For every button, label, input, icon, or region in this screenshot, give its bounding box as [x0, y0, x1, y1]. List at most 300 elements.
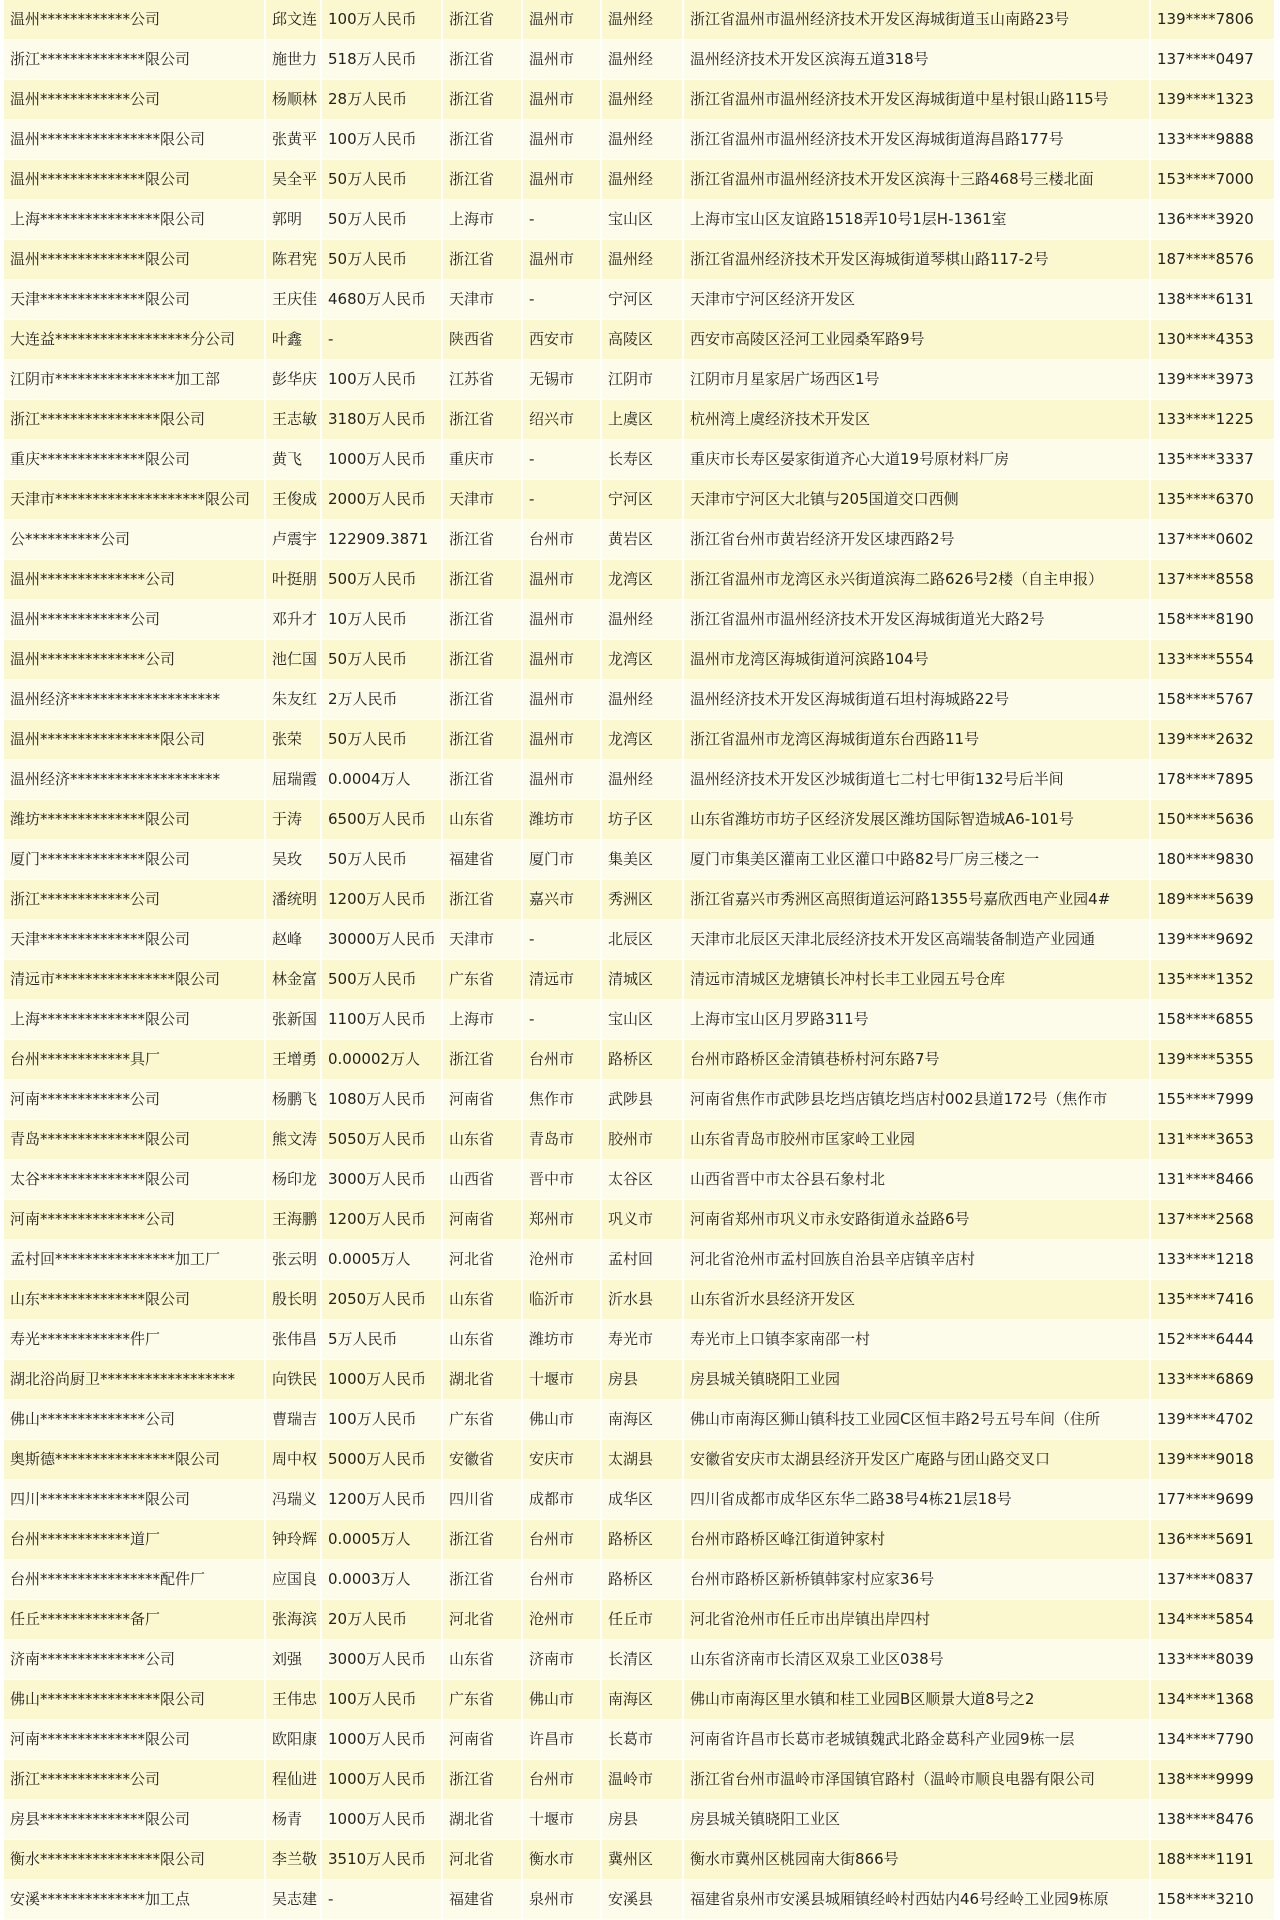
address-cell: 寿光市上口镇李家南邵一村: [684, 1320, 1151, 1360]
company-name-cell: 温州**************公司: [4, 560, 266, 600]
registered-capital-cell: 0.0004万人: [322, 760, 443, 800]
phone-cell: 133****5554: [1151, 640, 1276, 680]
registered-capital-cell: 1080万人民币: [322, 1080, 443, 1120]
registered-capital-cell: 2050万人民币: [322, 1280, 443, 1320]
district-cell: 集美区: [602, 840, 684, 880]
registered-capital-cell: 1200万人民币: [322, 880, 443, 920]
address-cell: 上海市宝山区友谊路1518弄10号1层H-1361室: [684, 200, 1151, 240]
phone-cell: 177****9699: [1151, 1480, 1276, 1520]
province-cell: 河南省: [443, 1080, 523, 1120]
address-cell: 台州市路桥区金清镇巷桥村河东路7号: [684, 1040, 1151, 1080]
district-cell: 温州经: [602, 40, 684, 80]
company-name-cell: 天津**************限公司: [4, 280, 266, 320]
company-name-cell: 房县**************限公司: [4, 1800, 266, 1840]
table-row: [4, 600, 1276, 640]
phone-cell: 135****6370: [1151, 480, 1276, 520]
company-name-cell: 衡水****************限公司: [4, 1840, 266, 1880]
address-cell: 浙江省温州市温州经济技术开发区海城街道光大路2号: [684, 600, 1151, 640]
city-cell: 温州市: [523, 560, 602, 600]
province-cell: 上海市: [443, 200, 523, 240]
table-row: [4, 1240, 1276, 1280]
legal-representative-cell: 邱文连: [266, 0, 322, 40]
phone-cell: 135****7416: [1151, 1280, 1276, 1320]
company-name-cell: 浙江************公司: [4, 1760, 266, 1800]
province-cell: 安徽省: [443, 1440, 523, 1480]
legal-representative-cell: 王海鹏: [266, 1200, 322, 1240]
district-cell: 冀州区: [602, 1840, 684, 1880]
phone-cell: 139****7806: [1151, 0, 1276, 40]
province-cell: 浙江省: [443, 680, 523, 720]
table-row: [4, 1280, 1276, 1320]
city-cell: 晋中市: [523, 1160, 602, 1200]
address-cell: 河南省焦作市武陟县圪垱店镇圪垱店村002县道172号（焦作市: [684, 1080, 1151, 1120]
phone-cell: 187****8576: [1151, 240, 1276, 280]
address-cell: 台州市路桥区峰江街道钟家村: [684, 1520, 1151, 1560]
phone-cell: 133****8039: [1151, 1640, 1276, 1680]
province-cell: 河北省: [443, 1840, 523, 1880]
province-cell: 浙江省: [443, 160, 523, 200]
legal-representative-cell: 于涛: [266, 800, 322, 840]
address-cell: 房县城关镇晓阳工业区: [684, 1800, 1151, 1840]
registered-capital-cell: 3510万人民币: [322, 1840, 443, 1880]
district-cell: 沂水县: [602, 1280, 684, 1320]
district-cell: 长清区: [602, 1640, 684, 1680]
legal-representative-cell: 彭华庆: [266, 360, 322, 400]
province-cell: 福建省: [443, 840, 523, 880]
table-row: [4, 480, 1276, 520]
registered-capital-cell: 50万人民币: [322, 720, 443, 760]
legal-representative-cell: 黄飞: [266, 440, 322, 480]
province-cell: 江苏省: [443, 360, 523, 400]
phone-cell: 137****0497: [1151, 40, 1276, 80]
address-cell: 山东省潍坊市坊子区经济发展区潍坊国际智造城A6-101号: [684, 800, 1151, 840]
company-name-cell: 温州************公司: [4, 600, 266, 640]
legal-representative-cell: 叶鑫: [266, 320, 322, 360]
province-cell: 福建省: [443, 1880, 523, 1920]
phone-cell: 139****4702: [1151, 1400, 1276, 1440]
table-row: [4, 1680, 1276, 1720]
district-cell: 宝山区: [602, 1000, 684, 1040]
district-cell: 武陟县: [602, 1080, 684, 1120]
city-cell: 温州市: [523, 680, 602, 720]
city-cell: 青岛市: [523, 1120, 602, 1160]
company-name-cell: 四川**************限公司: [4, 1480, 266, 1520]
address-cell: 天津市宁河区经济开发区: [684, 280, 1151, 320]
registered-capital-cell: 10万人民币: [322, 600, 443, 640]
address-cell: 天津市北辰区天津北辰经济技术开发区高端装备制造产业园通: [684, 920, 1151, 960]
address-cell: 四川省成都市成华区东华二路38号4栋21层18号: [684, 1480, 1151, 1520]
legal-representative-cell: 叶挺朋: [266, 560, 322, 600]
company-name-cell: 河南************公司: [4, 1080, 266, 1120]
province-cell: 浙江省: [443, 120, 523, 160]
phone-cell: 133****9888: [1151, 120, 1276, 160]
address-cell: 杭州湾上虞经济技术开发区: [684, 400, 1151, 440]
province-cell: 浙江省: [443, 640, 523, 680]
district-cell: 北辰区: [602, 920, 684, 960]
registered-capital-cell: 5000万人民币: [322, 1440, 443, 1480]
address-cell: 河北省沧州市孟村回族自治县辛店镇辛店村: [684, 1240, 1151, 1280]
district-cell: 宁河区: [602, 280, 684, 320]
company-name-cell: 上海****************限公司: [4, 200, 266, 240]
table-row: [4, 920, 1276, 960]
registered-capital-cell: 50万人民币: [322, 200, 443, 240]
city-cell: 台州市: [523, 1040, 602, 1080]
company-name-cell: 温州经济********************: [4, 760, 266, 800]
province-cell: 浙江省: [443, 400, 523, 440]
district-cell: 江阴市: [602, 360, 684, 400]
legal-representative-cell: 王伟忠: [266, 1680, 322, 1720]
address-cell: 河南省许昌市长葛市老城镇魏武北路金葛科产业园9栋一层: [684, 1720, 1151, 1760]
province-cell: 浙江省: [443, 760, 523, 800]
legal-representative-cell: 李兰敬: [266, 1840, 322, 1880]
address-cell: 福建省泉州市安溪县城厢镇经岭村西姑内46号经岭工业园9栋原: [684, 1880, 1151, 1920]
registered-capital-cell: 5万人民币: [322, 1320, 443, 1360]
table-row: [4, 1400, 1276, 1440]
phone-cell: 158****8190: [1151, 600, 1276, 640]
province-cell: 重庆市: [443, 440, 523, 480]
district-cell: 南海区: [602, 1400, 684, 1440]
phone-cell: 150****5636: [1151, 800, 1276, 840]
province-cell: 浙江省: [443, 1760, 523, 1800]
city-cell: 温州市: [523, 120, 602, 160]
address-cell: 河北省沧州市任丘市出岸镇出岸四村: [684, 1600, 1151, 1640]
district-cell: 龙湾区: [602, 640, 684, 680]
phone-cell: 158****6855: [1151, 1000, 1276, 1040]
table-row: [4, 1320, 1276, 1360]
table-row: [4, 1760, 1276, 1800]
company-name-cell: 温州**************限公司: [4, 160, 266, 200]
phone-cell: 158****3210: [1151, 1880, 1276, 1920]
registered-capital-cell: 3000万人民币: [322, 1640, 443, 1680]
city-cell: 温州市: [523, 40, 602, 80]
province-cell: 上海市: [443, 1000, 523, 1040]
province-cell: 山东省: [443, 1280, 523, 1320]
legal-representative-cell: 陈君宪: [266, 240, 322, 280]
table-row: [4, 440, 1276, 480]
phone-cell: 136****5691: [1151, 1520, 1276, 1560]
province-cell: 浙江省: [443, 720, 523, 760]
registered-capital-cell: 50万人民币: [322, 240, 443, 280]
phone-cell: 139****3973: [1151, 360, 1276, 400]
province-cell: 山东省: [443, 1640, 523, 1680]
legal-representative-cell: 钟玲辉: [266, 1520, 322, 1560]
province-cell: 天津市: [443, 280, 523, 320]
address-cell: 上海市宝山区月罗路311号: [684, 1000, 1151, 1040]
table-row: [4, 760, 1276, 800]
legal-representative-cell: 周中权: [266, 1440, 322, 1480]
address-cell: 重庆市长寿区晏家街道齐心大道19号原材料厂房: [684, 440, 1151, 480]
legal-representative-cell: 郭明: [266, 200, 322, 240]
registered-capital-cell: 100万人民币: [322, 360, 443, 400]
table-row: [4, 280, 1276, 320]
company-name-cell: 河南**************限公司: [4, 1720, 266, 1760]
registered-capital-cell: 1000万人民币: [322, 440, 443, 480]
legal-representative-cell: 欧阳康: [266, 1720, 322, 1760]
company-name-cell: 任丘************备厂: [4, 1600, 266, 1640]
province-cell: 浙江省: [443, 1560, 523, 1600]
registered-capital-cell: 50万人民币: [322, 640, 443, 680]
registered-capital-cell: 100万人民币: [322, 0, 443, 40]
phone-cell: 189****5639: [1151, 880, 1276, 920]
legal-representative-cell: 池仁国: [266, 640, 322, 680]
phone-cell: 131****8466: [1151, 1160, 1276, 1200]
address-cell: 浙江省嘉兴市秀洲区高照街道运河路1355号嘉欣西电产业园4#: [684, 880, 1151, 920]
company-name-cell: 潍坊**************限公司: [4, 800, 266, 840]
address-cell: 浙江省温州市温州经济技术开发区海城街道中星村银山路115号: [684, 80, 1151, 120]
phone-cell: 131****3653: [1151, 1120, 1276, 1160]
company-name-cell: 太谷**************限公司: [4, 1160, 266, 1200]
registered-capital-cell: 2万人民币: [322, 680, 443, 720]
address-cell: 衡水市冀州区桃园南大街866号: [684, 1840, 1151, 1880]
table-body: [4, 0, 1276, 1920]
company-name-cell: 大连益******************分公司: [4, 320, 266, 360]
registered-capital-cell: 1200万人民币: [322, 1200, 443, 1240]
table-row: [4, 840, 1276, 880]
registered-capital-cell: 122909.3871: [322, 520, 443, 560]
city-cell: 佛山市: [523, 1400, 602, 1440]
district-cell: 孟村回: [602, 1240, 684, 1280]
city-cell: 沧州市: [523, 1600, 602, 1640]
registered-capital-cell: 6500万人民币: [322, 800, 443, 840]
address-cell: 河南省郑州市巩义市永安路街道永益路6号: [684, 1200, 1151, 1240]
phone-cell: 135****1352: [1151, 960, 1276, 1000]
phone-cell: 133****1225: [1151, 400, 1276, 440]
legal-representative-cell: 张云明: [266, 1240, 322, 1280]
city-cell: -: [523, 200, 602, 240]
district-cell: 温州经: [602, 760, 684, 800]
city-cell: 十堰市: [523, 1800, 602, 1840]
phone-cell: 137****0602: [1151, 520, 1276, 560]
registered-capital-cell: -: [322, 1880, 443, 1920]
phone-cell: 139****2632: [1151, 720, 1276, 760]
district-cell: 高陵区: [602, 320, 684, 360]
city-cell: 十堰市: [523, 1360, 602, 1400]
address-cell: 浙江省温州市龙湾区永兴街道滨海二路626号2楼（自主申报）: [684, 560, 1151, 600]
company-name-cell: 浙江**************限公司: [4, 40, 266, 80]
table-row: [4, 200, 1276, 240]
district-cell: 温州经: [602, 240, 684, 280]
table-row: [4, 240, 1276, 280]
district-cell: 长葛市: [602, 1720, 684, 1760]
city-cell: 安庆市: [523, 1440, 602, 1480]
registered-capital-cell: 1000万人民币: [322, 1360, 443, 1400]
phone-cell: 134****7790: [1151, 1720, 1276, 1760]
district-cell: 上虞区: [602, 400, 684, 440]
province-cell: 浙江省: [443, 560, 523, 600]
phone-cell: 153****7000: [1151, 160, 1276, 200]
city-cell: 潍坊市: [523, 1320, 602, 1360]
address-cell: 江阴市月星家居广场西区1号: [684, 360, 1151, 400]
city-cell: 济南市: [523, 1640, 602, 1680]
phone-cell: 133****1218: [1151, 1240, 1276, 1280]
legal-representative-cell: 殷长明: [266, 1280, 322, 1320]
registered-capital-cell: 50万人民币: [322, 160, 443, 200]
registered-capital-cell: 5050万人民币: [322, 1120, 443, 1160]
table-row: [4, 1560, 1276, 1600]
phone-cell: 135****3337: [1151, 440, 1276, 480]
legal-representative-cell: 向铁民: [266, 1360, 322, 1400]
province-cell: 河北省: [443, 1600, 523, 1640]
legal-representative-cell: 杨鹏飞: [266, 1080, 322, 1120]
legal-representative-cell: 杨印龙: [266, 1160, 322, 1200]
address-cell: 浙江省温州市龙湾区海城街道东台西路11号: [684, 720, 1151, 760]
address-cell: 浙江省台州市温岭市泽国镇官路村（温岭市顺良电器有限公司: [684, 1760, 1151, 1800]
table-row: [4, 1840, 1276, 1880]
city-cell: 台州市: [523, 1760, 602, 1800]
table-row: [4, 960, 1276, 1000]
company-name-cell: 河南**************公司: [4, 1200, 266, 1240]
address-cell: 房县城关镇晓阳工业园: [684, 1360, 1151, 1400]
province-cell: 广东省: [443, 960, 523, 1000]
district-cell: 房县: [602, 1800, 684, 1840]
address-cell: 清远市清城区龙塘镇长冲村长丰工业园五号仓库: [684, 960, 1151, 1000]
table-row: [4, 1640, 1276, 1680]
registered-capital-cell: -: [322, 320, 443, 360]
district-cell: 安溪县: [602, 1880, 684, 1920]
city-cell: 佛山市: [523, 1680, 602, 1720]
phone-cell: 130****4353: [1151, 320, 1276, 360]
city-cell: 温州市: [523, 720, 602, 760]
city-cell: 西安市: [523, 320, 602, 360]
table-row: [4, 1520, 1276, 1560]
legal-representative-cell: 屈瑞霞: [266, 760, 322, 800]
company-name-cell: 温州**************公司: [4, 640, 266, 680]
province-cell: 天津市: [443, 480, 523, 520]
table-row: [4, 1000, 1276, 1040]
table-row: [4, 0, 1276, 40]
address-cell: 台州市路桥区新桥镇韩家村应家36号: [684, 1560, 1151, 1600]
registered-capital-cell: 1000万人民币: [322, 1720, 443, 1760]
city-cell: -: [523, 280, 602, 320]
address-cell: 山西省晋中市太谷县石象村北: [684, 1160, 1151, 1200]
table-row: [4, 1880, 1276, 1920]
district-cell: 宁河区: [602, 480, 684, 520]
registered-capital-cell: 518万人民币: [322, 40, 443, 80]
address-cell: 浙江省温州市温州经济技术开发区海城街道玉山南路23号: [684, 0, 1151, 40]
phone-cell: 188****1191: [1151, 1840, 1276, 1880]
address-cell: 温州经济技术开发区沙城街道七二村七甲街132号后半间: [684, 760, 1151, 800]
registered-capital-cell: 0.0005万人: [322, 1520, 443, 1560]
legal-representative-cell: 王增勇: [266, 1040, 322, 1080]
city-cell: 许昌市: [523, 1720, 602, 1760]
registered-capital-cell: 20万人民币: [322, 1600, 443, 1640]
table-row: [4, 1480, 1276, 1520]
table-row: [4, 1080, 1276, 1120]
address-cell: 厦门市集美区灌南工业区灌口中路82号厂房三楼之一: [684, 840, 1151, 880]
city-cell: 焦作市: [523, 1080, 602, 1120]
registered-capital-cell: 500万人民币: [322, 560, 443, 600]
district-cell: 太谷区: [602, 1160, 684, 1200]
company-name-cell: 温州**************限公司: [4, 240, 266, 280]
city-cell: -: [523, 1000, 602, 1040]
registered-capital-cell: 100万人民币: [322, 1400, 443, 1440]
company-name-cell: 上海**************限公司: [4, 1000, 266, 1040]
district-cell: 路桥区: [602, 1560, 684, 1600]
city-cell: 郑州市: [523, 1200, 602, 1240]
city-cell: 清远市: [523, 960, 602, 1000]
table-row: [4, 360, 1276, 400]
company-name-cell: 佛山**************公司: [4, 1400, 266, 1440]
district-cell: 任丘市: [602, 1600, 684, 1640]
phone-cell: 158****5767: [1151, 680, 1276, 720]
district-cell: 温州经: [602, 80, 684, 120]
district-cell: 温州经: [602, 0, 684, 40]
province-cell: 河南省: [443, 1200, 523, 1240]
legal-representative-cell: 杨青: [266, 1800, 322, 1840]
company-name-cell: 温州经济********************: [4, 680, 266, 720]
legal-representative-cell: 张黄平: [266, 120, 322, 160]
address-cell: 温州经济技术开发区海城街道石坦村海城路22号: [684, 680, 1151, 720]
legal-representative-cell: 刘强: [266, 1640, 322, 1680]
legal-representative-cell: 张新国: [266, 1000, 322, 1040]
district-cell: 南海区: [602, 1680, 684, 1720]
table-row: [4, 880, 1276, 920]
registered-capital-cell: 4680万人民币: [322, 280, 443, 320]
province-cell: 浙江省: [443, 880, 523, 920]
city-cell: 沧州市: [523, 1240, 602, 1280]
city-cell: 温州市: [523, 0, 602, 40]
legal-representative-cell: 邓升才: [266, 600, 322, 640]
phone-cell: 152****6444: [1151, 1320, 1276, 1360]
legal-representative-cell: 张伟昌: [266, 1320, 322, 1360]
province-cell: 广东省: [443, 1400, 523, 1440]
table-row: [4, 1160, 1276, 1200]
district-cell: 成华区: [602, 1480, 684, 1520]
company-name-cell: 台州************道厂: [4, 1520, 266, 1560]
province-cell: 陕西省: [443, 320, 523, 360]
address-cell: 山东省济南市长清区双泉工业区038号: [684, 1640, 1151, 1680]
table-row: [4, 1600, 1276, 1640]
address-cell: 温州经济技术开发区滨海五道318号: [684, 40, 1151, 80]
phone-cell: 134****5854: [1151, 1600, 1276, 1640]
district-cell: 温州经: [602, 120, 684, 160]
phone-cell: 178****7895: [1151, 760, 1276, 800]
legal-representative-cell: 冯瑞义: [266, 1480, 322, 1520]
province-cell: 山西省: [443, 1160, 523, 1200]
address-cell: 山东省沂水县经济开发区: [684, 1280, 1151, 1320]
province-cell: 浙江省: [443, 1520, 523, 1560]
address-cell: 安徽省安庆市太湖县经济开发区广庵路与团山路交叉口: [684, 1440, 1151, 1480]
company-name-cell: 江阴市****************加工部: [4, 360, 266, 400]
district-cell: 胶州市: [602, 1120, 684, 1160]
table-row: [4, 1040, 1276, 1080]
district-cell: 温州经: [602, 600, 684, 640]
phone-cell: 136****3920: [1151, 200, 1276, 240]
legal-representative-cell: 程仙进: [266, 1760, 322, 1800]
company-name-cell: 湖北浴尚厨卫******************: [4, 1360, 266, 1400]
company-name-cell: 重庆**************限公司: [4, 440, 266, 480]
district-cell: 长寿区: [602, 440, 684, 480]
province-cell: 浙江省: [443, 1040, 523, 1080]
legal-representative-cell: 朱友红: [266, 680, 322, 720]
city-cell: 温州市: [523, 600, 602, 640]
phone-cell: 133****6869: [1151, 1360, 1276, 1400]
address-cell: 山东省青岛市胶州市匡家岭工业园: [684, 1120, 1151, 1160]
city-cell: 厦门市: [523, 840, 602, 880]
legal-representative-cell: 曹瑞吉: [266, 1400, 322, 1440]
address-cell: 浙江省温州市温州经济技术开发区滨海十三路468号三楼北面: [684, 160, 1151, 200]
address-cell: 天津市宁河区大北镇与205国道交口西侧: [684, 480, 1151, 520]
table-row: [4, 1120, 1276, 1160]
province-cell: 广东省: [443, 1680, 523, 1720]
registered-capital-cell: 0.0003万人: [322, 1560, 443, 1600]
city-cell: -: [523, 480, 602, 520]
province-cell: 四川省: [443, 1480, 523, 1520]
legal-representative-cell: 施世力: [266, 40, 322, 80]
district-cell: 路桥区: [602, 1040, 684, 1080]
district-cell: 温州经: [602, 160, 684, 200]
phone-cell: 180****9830: [1151, 840, 1276, 880]
